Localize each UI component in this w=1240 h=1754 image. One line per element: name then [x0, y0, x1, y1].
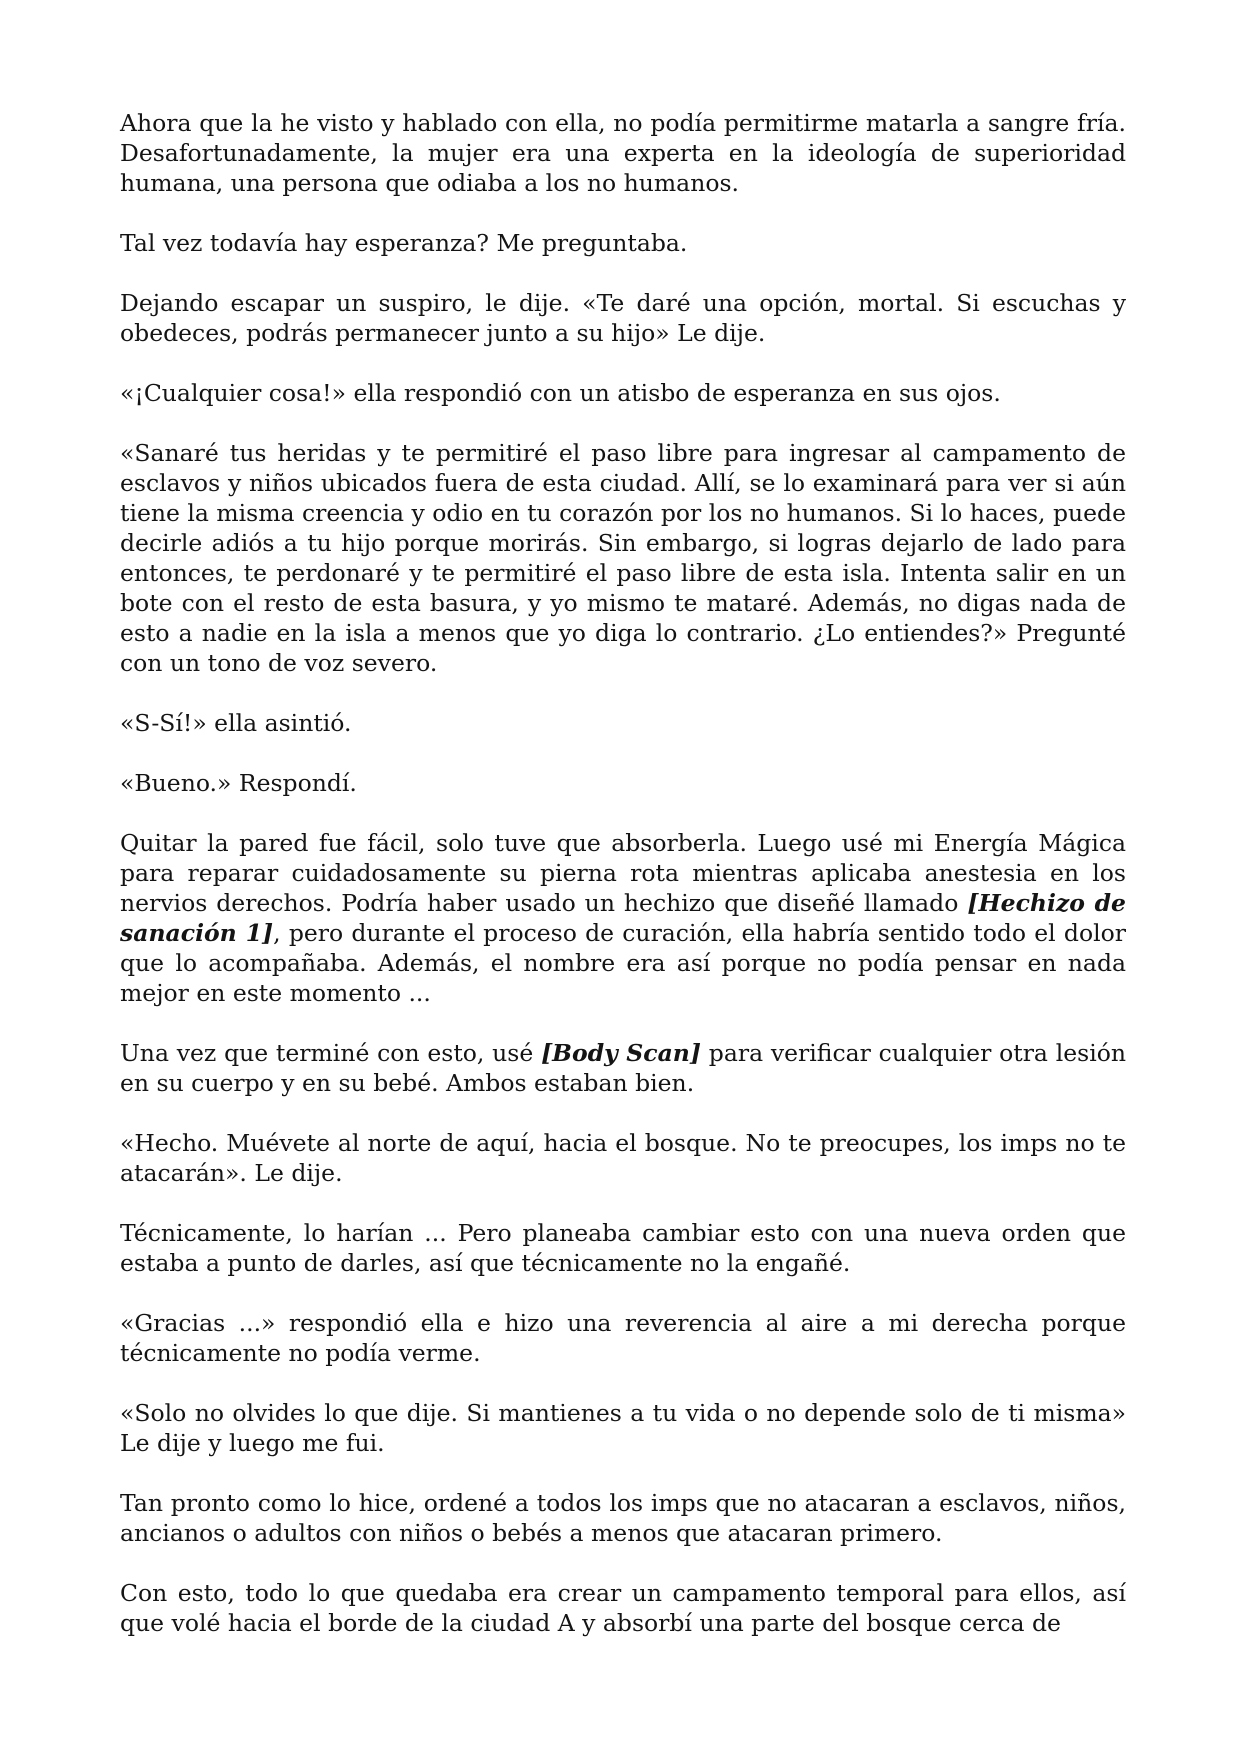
- paragraph: [120, 228, 1126, 258]
- paragraph: [120, 288, 1126, 348]
- paragraph: [120, 1038, 1126, 1098]
- paragraph: [120, 828, 1126, 1008]
- paragraph-text: «Sanaré tus heridas y te permitiré el paso libre para ingresar al campamento de esclavos y niños ubicados fuera de esta ciudad. Allí, se lo examinará para ver si aún tiene la misma creencia y odio en tu corazón por los no humanos. Si lo haces, puede decirle adiós a tu hijo porque morirás. Sin embargo, si logras dejarlo de lado para entonces, te perdonaré y te permitiré el paso libre de esta isla. Intenta salir en un bote con el resto de esta basura, y yo mismo te mataré. Además, no digas nada de esto a nadie en la isla a menos que yo diga lo contrario. ¿Lo entiendes?» Pregunté con un tono de voz severo.: [120, 439, 1126, 677]
- paragraph: [120, 768, 1126, 798]
- paragraph: [120, 1128, 1126, 1188]
- paragraph-text: «Gracias ...» respondió ella e hizo una reverencia al aire a mi derecha porque técnicamente no podía verme.: [120, 1309, 1126, 1367]
- spell-name: [Hechizo de sanación 1]: [120, 889, 1126, 947]
- paragraph-text: Quitar la pared fue fácil, solo tuve que absorberla. Luego usé mi Energía Mágica para reparar cuidadosamente su pierna rota mientras aplicaba anestesia en los nervios derechos. Podría haber usado un hechizo que diseñé llamado: [120, 829, 1126, 917]
- paragraph: [120, 708, 1126, 738]
- paragraph-text: «Bueno.» Respondí.: [120, 769, 357, 797]
- paragraph-text: Una vez que terminé con esto, usé: [120, 1039, 542, 1067]
- document-page: [120, 108, 1126, 1668]
- paragraph-text: Con esto, todo lo que quedaba era crear un campamento temporal para ellos, así que volé hacia el borde de la ciudad A y absorbí una parte del bosque cerca de: [120, 1579, 1126, 1637]
- paragraph: [120, 1488, 1126, 1548]
- paragraph: [120, 1578, 1126, 1638]
- paragraph-text: , pero durante el proceso de curación, ella habría sentido todo el dolor que lo acompañaba. Además, el nombre era así porque no podía pensar en nada mejor en este momento ...: [120, 919, 1127, 1007]
- paragraph-text: «¡Cualquier cosa!» ella respondió con un atisbo de esperanza en sus ojos.: [120, 379, 1001, 407]
- paragraph-text: Tal vez todavía hay esperanza? Me preguntaba.: [120, 229, 688, 257]
- paragraph-text: para verificar cualquier otra lesión en su cuerpo y en su bebé. Ambos estaban bien.: [120, 1039, 1126, 1097]
- paragraph: [120, 1218, 1126, 1278]
- paragraph-text: Dejando escapar un suspiro, le dije. «Te daré una opción, mortal. Si escuchas y obedeces, podrás permanecer junto a su hijo» Le dije.: [120, 289, 1126, 347]
- paragraph-text: «S-Sí!» ella asintió.: [120, 709, 352, 737]
- paragraph: [120, 108, 1126, 198]
- paragraph: [120, 378, 1126, 408]
- paragraph-text: Ahora que la he visto y hablado con ella, no podía permitirme matarla a sangre fría. Desafortunadamente, la mujer era una experta en la ideología de superioridad humana, una persona que odiaba a los no humanos.: [120, 109, 1126, 197]
- paragraph-text: «Solo no olvides lo que dije. Si mantienes a tu vida o no depende solo de ti misma» Le dije y luego me fui.: [120, 1399, 1126, 1457]
- paragraph: [120, 1398, 1126, 1458]
- paragraph-text: «Hecho. Muévete al norte de aquí, hacia el bosque. No te preocupes, los imps no te atacarán». Le dije.: [120, 1129, 1126, 1187]
- paragraph-text: Técnicamente, lo harían ... Pero planeaba cambiar esto con una nueva orden que estaba a punto de darles, así que técnicamente no la engañé.: [120, 1219, 1126, 1277]
- paragraph: [120, 1308, 1126, 1368]
- spell-name: [Body Scan]: [541, 1039, 702, 1067]
- paragraph: [120, 438, 1126, 678]
- paragraph-text: Tan pronto como lo hice, ordené a todos los imps que no atacaran a esclavos, niños, ancianos o adultos con niños o bebés a menos que atacaran primero.: [120, 1489, 1126, 1547]
